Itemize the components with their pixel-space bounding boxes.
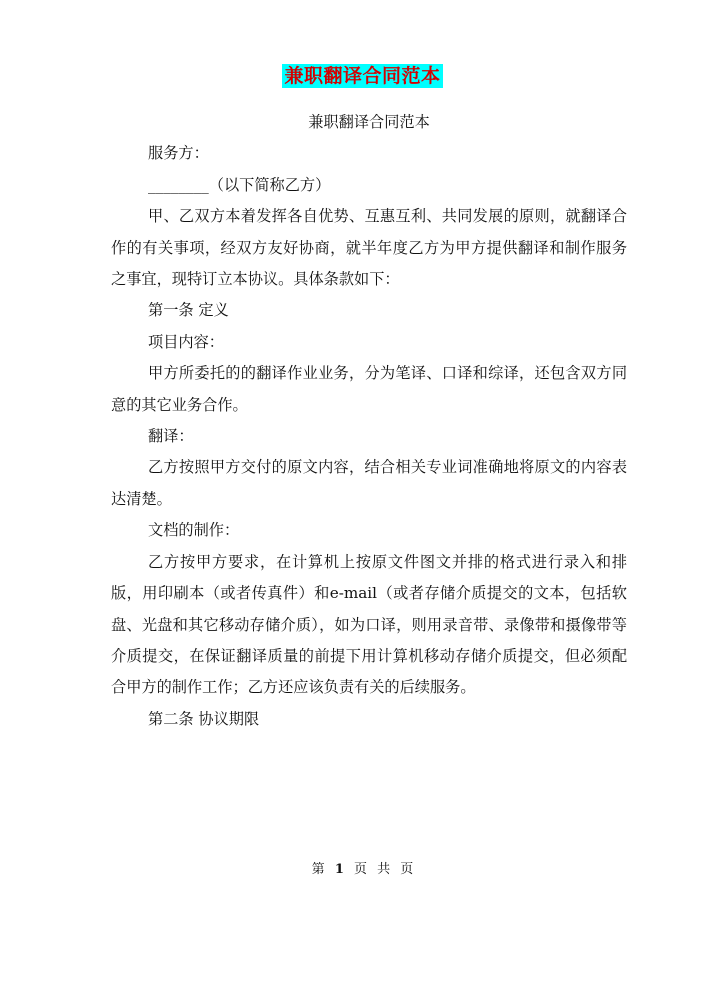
article-2-heading: 第二条 协议期限 (148, 709, 260, 728)
translation-label: 翻译： (148, 427, 194, 446)
service-party-blank: ________（以下简称乙方） (148, 175, 331, 194)
page-number: 1 (334, 862, 344, 877)
page-footer (0, 860, 725, 880)
document-subtitle: 兼职翻译合同范本 (308, 113, 430, 131)
footer-middle: 页 共 (354, 862, 391, 877)
translation-paragraph: 乙方按照甲方交付的原文内容，结合相关专业词准确地将原文的内容表达清楚。 (111, 458, 627, 508)
service-party-label: 服务方： (148, 144, 209, 163)
document-body (111, 107, 627, 735)
article-1-heading: 第一条 定义 (148, 301, 229, 320)
document-production-label: 文档的制作： (148, 521, 240, 540)
project-content-paragraph: 甲方所委托的的翻译作业业务，分为笔译、口译和综译，还包含双方同意的其它业务合作。 (111, 364, 627, 414)
document-production-paragraph: 乙方按甲方要求，在计算机上按原文件图文并排的格式进行录入和排版，用印刷本（或者传真件）和e-mail（或者存储介质提交的文本，包括软盘、光盘和其它移动存储介质），如为口译，则用录音带、录像带和摄像带等介质提交，在保证翻译质量的前提下用计算机移动存储介质提交，但必须配合甲方的制作工作；乙方还应该负责有关的后续服务。 (111, 552, 627, 697)
footer-suffix: 页 (400, 862, 414, 877)
project-content-label: 项目内容： (148, 332, 224, 351)
footer-prefix: 第 (311, 862, 325, 877)
title-container (0, 64, 725, 88)
document-title: 兼职翻译合同范本 (284, 65, 441, 87)
preamble-paragraph: 甲、乙双方本着发挥各自优势、互惠互利、共同发展的原则，就翻译合作的有关事项，经双方友好协商，就半年度乙方为甲方提供翻译和制作服务之事宜，现特订立本协议。具体条款如下： (111, 207, 627, 289)
